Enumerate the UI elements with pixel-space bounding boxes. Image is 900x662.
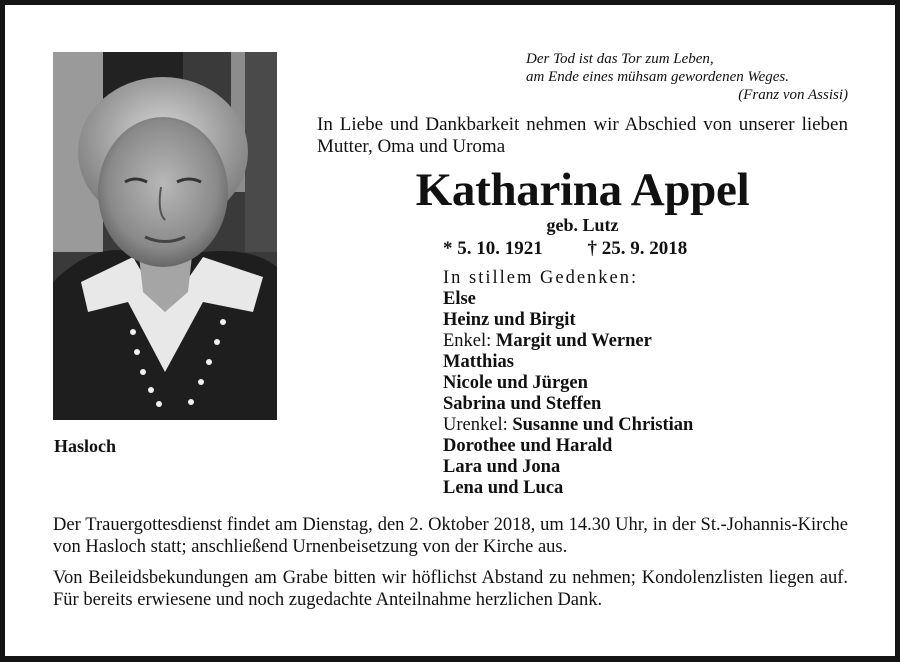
portrait-image-icon (53, 52, 277, 420)
mourner-names: Lena und Luca (443, 478, 564, 498)
mourner-row (443, 310, 693, 331)
mourners-heading: In stillem Gedenken: (443, 268, 639, 288)
mourners-list (443, 268, 693, 499)
death-date: † 25. 9. 2018 (587, 238, 688, 259)
mourner-names: Matthias (443, 352, 514, 372)
mourner-row (443, 373, 693, 394)
mourner-row (443, 352, 693, 373)
maiden-name: geb. Lutz (546, 215, 619, 235)
mourner-row (443, 394, 693, 415)
mourner-names: Heinz und Birgit (443, 310, 576, 330)
mourner-names: Susanne und Christian (512, 415, 694, 435)
mourner-names: Nicole und Jürgen (443, 373, 588, 393)
intro-text: In Liebe und Dankbarkeit nehmen wir Abschied von unserer lieben Mutter, Oma und Uroma (317, 114, 848, 157)
mourner-names: Lara und Jona (443, 457, 561, 477)
life-dates (443, 238, 687, 260)
service-announcement: Der Trauergottesdienst findet am Dienstag, den 2. Oktober 2018, um 14.30 Uhr, in der St.-Johannis-Kirche von Hasloch statt; anschließend Urnenbeisetzung von der Kirche aus. (53, 515, 848, 557)
quote-author: (Franz von Assisi) (738, 87, 848, 103)
mourner-row (443, 289, 693, 310)
memorial-quote (526, 50, 848, 104)
mourner-prefix: Urenkel: (443, 415, 513, 435)
birth-date: * 5. 10. 1921 (443, 238, 543, 259)
portrait-photo (53, 52, 277, 420)
mourner-names: Margit und Werner (495, 331, 652, 351)
mourner-row (443, 436, 693, 457)
mourner-row (443, 415, 693, 436)
mourner-row (443, 331, 693, 352)
location-label: Hasloch (54, 436, 117, 456)
mourner-row (443, 478, 693, 499)
deceased-name: Katharina Appel (415, 164, 750, 216)
mourner-row (443, 457, 693, 478)
mourner-prefix: Enkel: (443, 331, 496, 351)
quote-line-1: Der Tod ist das Tor zum Leben, (526, 51, 714, 67)
quote-line-2: am Ende eines mühsam gewordenen Weges. (526, 69, 790, 85)
mourner-names: Sabrina und Steffen (443, 394, 602, 414)
mourner-names: Else (443, 289, 476, 309)
mourner-names: Dorothee und Harald (443, 436, 613, 456)
thanks-note: Von Beileidsbekundungen am Grabe bitten wir höflichst Abstand zu nehmen; Kondolenzlisten liegen auf. Für bereits erwiesene und noch zugedachte Anteilnahme herzlichen Dank. (53, 568, 848, 610)
